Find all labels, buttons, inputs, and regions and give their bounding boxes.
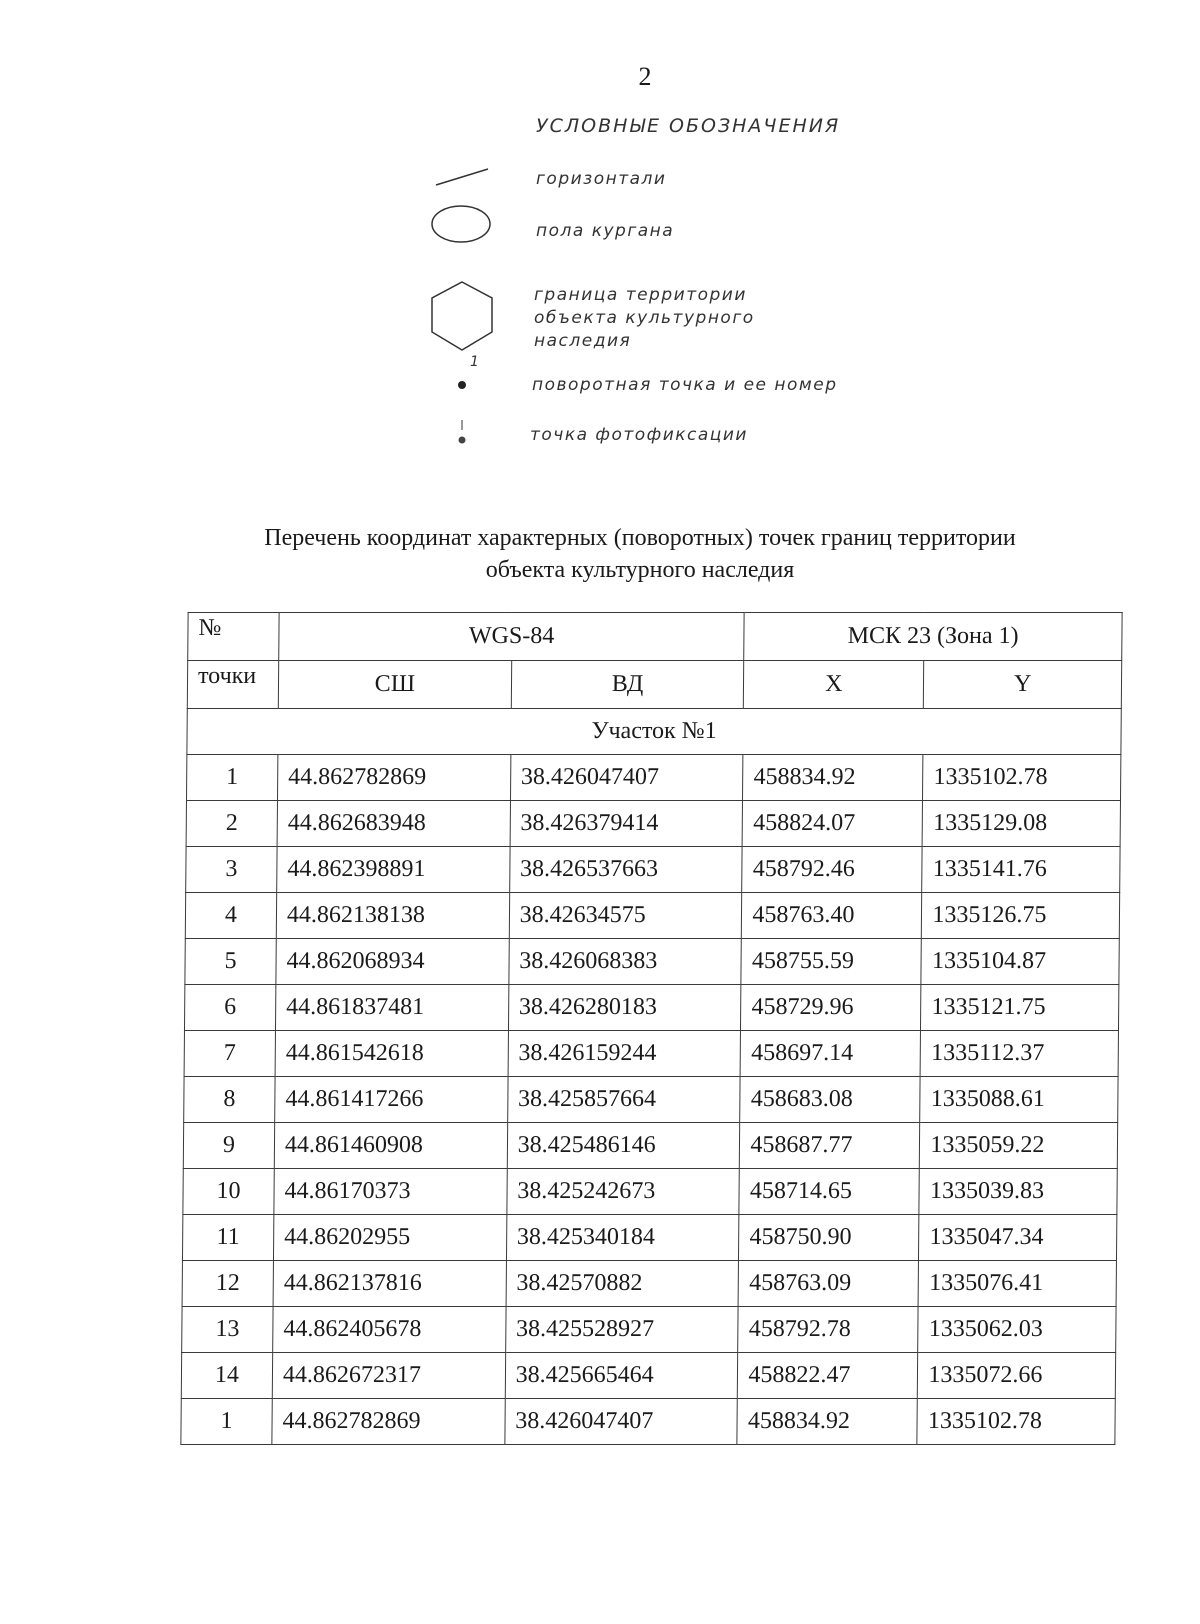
legend-title: УСЛОВНЫЕ ОБОЗНАЧЕНИЯ — [536, 115, 841, 137]
cell-latitude: 44.861837481 — [275, 985, 508, 1031]
table-caption: Перечень координат характерных (поворотных) точек границ территории объекта культурного наследия — [264, 525, 1016, 583]
cell-y: 1335112.37 — [921, 1031, 1119, 1077]
table-row — [185, 939, 1119, 985]
cell-latitude: 44.862137816 — [273, 1261, 506, 1307]
cell-y: 1335129.08 — [923, 801, 1121, 847]
cell-point-number: 1 — [181, 1399, 272, 1445]
legend-label-ellipse: пола кургана — [536, 221, 675, 241]
table-row — [183, 1123, 1117, 1169]
cell-point-number: 7 — [184, 1031, 275, 1077]
table-row — [183, 1169, 1117, 1215]
header-x: X — [744, 661, 924, 709]
cell-y: 1335126.75 — [922, 893, 1120, 939]
cell-point-number: 4 — [185, 893, 276, 939]
cell-point-number: 1 — [186, 755, 277, 801]
page-number: 2 — [638, 62, 652, 91]
table-row — [182, 1307, 1116, 1353]
cell-point-number: 13 — [182, 1307, 273, 1353]
cell-longitude: 38.425857664 — [507, 1077, 740, 1123]
cell-x: 458729.96 — [741, 985, 921, 1031]
cell-point-number: 9 — [183, 1123, 274, 1169]
cell-latitude: 44.862405678 — [273, 1307, 506, 1353]
cell-x: 458824.07 — [742, 801, 922, 847]
cell-point-number: 6 — [184, 985, 275, 1031]
cell-longitude: 38.425528927 — [505, 1307, 738, 1353]
table-row — [184, 1031, 1118, 1077]
table-row — [186, 801, 1120, 847]
cell-x: 458687.77 — [740, 1123, 920, 1169]
cell-y: 1335062.03 — [918, 1307, 1116, 1353]
cell-point-number: 11 — [182, 1215, 273, 1261]
header-msk23: МСК 23 (Зона 1) — [744, 613, 1122, 661]
cell-y: 1335121.75 — [921, 985, 1119, 1031]
turning-point-icon — [455, 378, 469, 392]
table-row — [186, 847, 1120, 893]
cell-y: 1335047.34 — [919, 1215, 1117, 1261]
cell-y: 1335102.78 — [923, 755, 1121, 801]
table-row — [185, 893, 1119, 939]
cell-x: 458763.09 — [738, 1261, 918, 1307]
cell-longitude: 38.426537663 — [509, 847, 742, 893]
cell-longitude: 38.42570882 — [506, 1261, 739, 1307]
cell-point-number: 5 — [185, 939, 276, 985]
table-row — [186, 755, 1120, 801]
cell-x: 458822.47 — [738, 1353, 918, 1399]
cell-longitude: 38.425665464 — [505, 1353, 738, 1399]
cell-latitude: 44.862138138 — [276, 893, 509, 939]
legend-label-boundary: граница территории объекта культурного наследия — [534, 285, 755, 351]
cell-y: 1335141.76 — [922, 847, 1120, 893]
header-number-top: № — [188, 613, 279, 661]
cell-point-number: 3 — [186, 847, 277, 893]
table-row — [184, 985, 1118, 1031]
cell-latitude: 44.861417266 — [275, 1077, 508, 1123]
cell-longitude: 38.426280183 — [508, 985, 741, 1031]
cell-latitude: 44.862782869 — [272, 1399, 505, 1445]
cell-longitude: 38.42634575 — [509, 893, 742, 939]
photo-point-icon — [455, 418, 469, 448]
table-row — [182, 1215, 1116, 1261]
legend-label-contour: горизонтали — [536, 169, 667, 189]
cell-y: 1335088.61 — [920, 1077, 1118, 1123]
cell-point-number: 10 — [183, 1169, 274, 1215]
contour-line-icon — [432, 165, 492, 189]
cell-x: 458763.40 — [742, 893, 922, 939]
cell-y: 1335072.66 — [918, 1353, 1116, 1399]
cell-y: 1335076.41 — [918, 1261, 1116, 1307]
cell-latitude: 44.862782869 — [277, 755, 510, 801]
table-row — [181, 1399, 1115, 1445]
cell-latitude: 44.86170373 — [274, 1169, 507, 1215]
cell-latitude: 44.862068934 — [276, 939, 509, 985]
table-row — [184, 1077, 1118, 1123]
cell-latitude: 44.862683948 — [277, 801, 510, 847]
table-row — [181, 1353, 1115, 1399]
cell-x: 458750.90 — [739, 1215, 919, 1261]
cell-x: 458792.46 — [742, 847, 922, 893]
header-number-bottom: точки — [187, 661, 278, 709]
cell-longitude: 38.426047407 — [510, 755, 743, 801]
cell-point-number: 2 — [186, 801, 277, 847]
cell-point-number: 8 — [184, 1077, 275, 1123]
cell-longitude: 38.426379414 — [510, 801, 743, 847]
cell-y: 1335039.83 — [919, 1169, 1117, 1215]
cell-y: 1335059.22 — [920, 1123, 1118, 1169]
cell-latitude: 44.862398891 — [277, 847, 510, 893]
cell-x: 458834.92 — [743, 755, 923, 801]
hexagon-icon — [426, 278, 498, 354]
section-heading: Участок №1 — [187, 709, 1121, 755]
cell-longitude: 38.425340184 — [506, 1215, 739, 1261]
cell-y: 1335104.87 — [921, 939, 1119, 985]
cell-x: 458834.92 — [737, 1399, 917, 1445]
cell-latitude: 44.861542618 — [275, 1031, 508, 1077]
cell-point-number: 12 — [182, 1261, 273, 1307]
cell-longitude: 38.426047407 — [505, 1399, 738, 1445]
ellipse-icon — [428, 202, 494, 246]
cell-y: 1335102.78 — [917, 1399, 1115, 1445]
header-longitude: ВД — [511, 661, 744, 709]
cell-point-number: 14 — [181, 1353, 272, 1399]
cell-x: 458697.14 — [740, 1031, 920, 1077]
cell-x: 458714.65 — [739, 1169, 919, 1215]
cell-latitude: 44.861460908 — [274, 1123, 507, 1169]
turning-point-number: 1 — [470, 354, 479, 370]
cell-x: 458755.59 — [741, 939, 921, 985]
cell-x: 458683.08 — [740, 1077, 920, 1123]
cell-longitude: 38.426159244 — [508, 1031, 741, 1077]
cell-longitude: 38.425242673 — [507, 1169, 740, 1215]
cell-x: 458792.78 — [738, 1307, 918, 1353]
table-row — [182, 1261, 1116, 1307]
table-body — [181, 709, 1121, 1445]
legend-label-photo-point: точка фотофиксации — [530, 425, 748, 445]
header-wgs84: WGS-84 — [279, 613, 745, 661]
cell-longitude: 38.426068383 — [509, 939, 742, 985]
header-latitude: СШ — [278, 661, 511, 709]
header-y: Y — [924, 661, 1122, 709]
cell-latitude: 44.862672317 — [272, 1353, 505, 1399]
legend-label-turning-point: поворотная точка и ее номер — [532, 375, 838, 395]
cell-longitude: 38.425486146 — [507, 1123, 740, 1169]
cell-latitude: 44.86202955 — [273, 1215, 506, 1261]
coordinates-table — [180, 612, 1122, 1445]
